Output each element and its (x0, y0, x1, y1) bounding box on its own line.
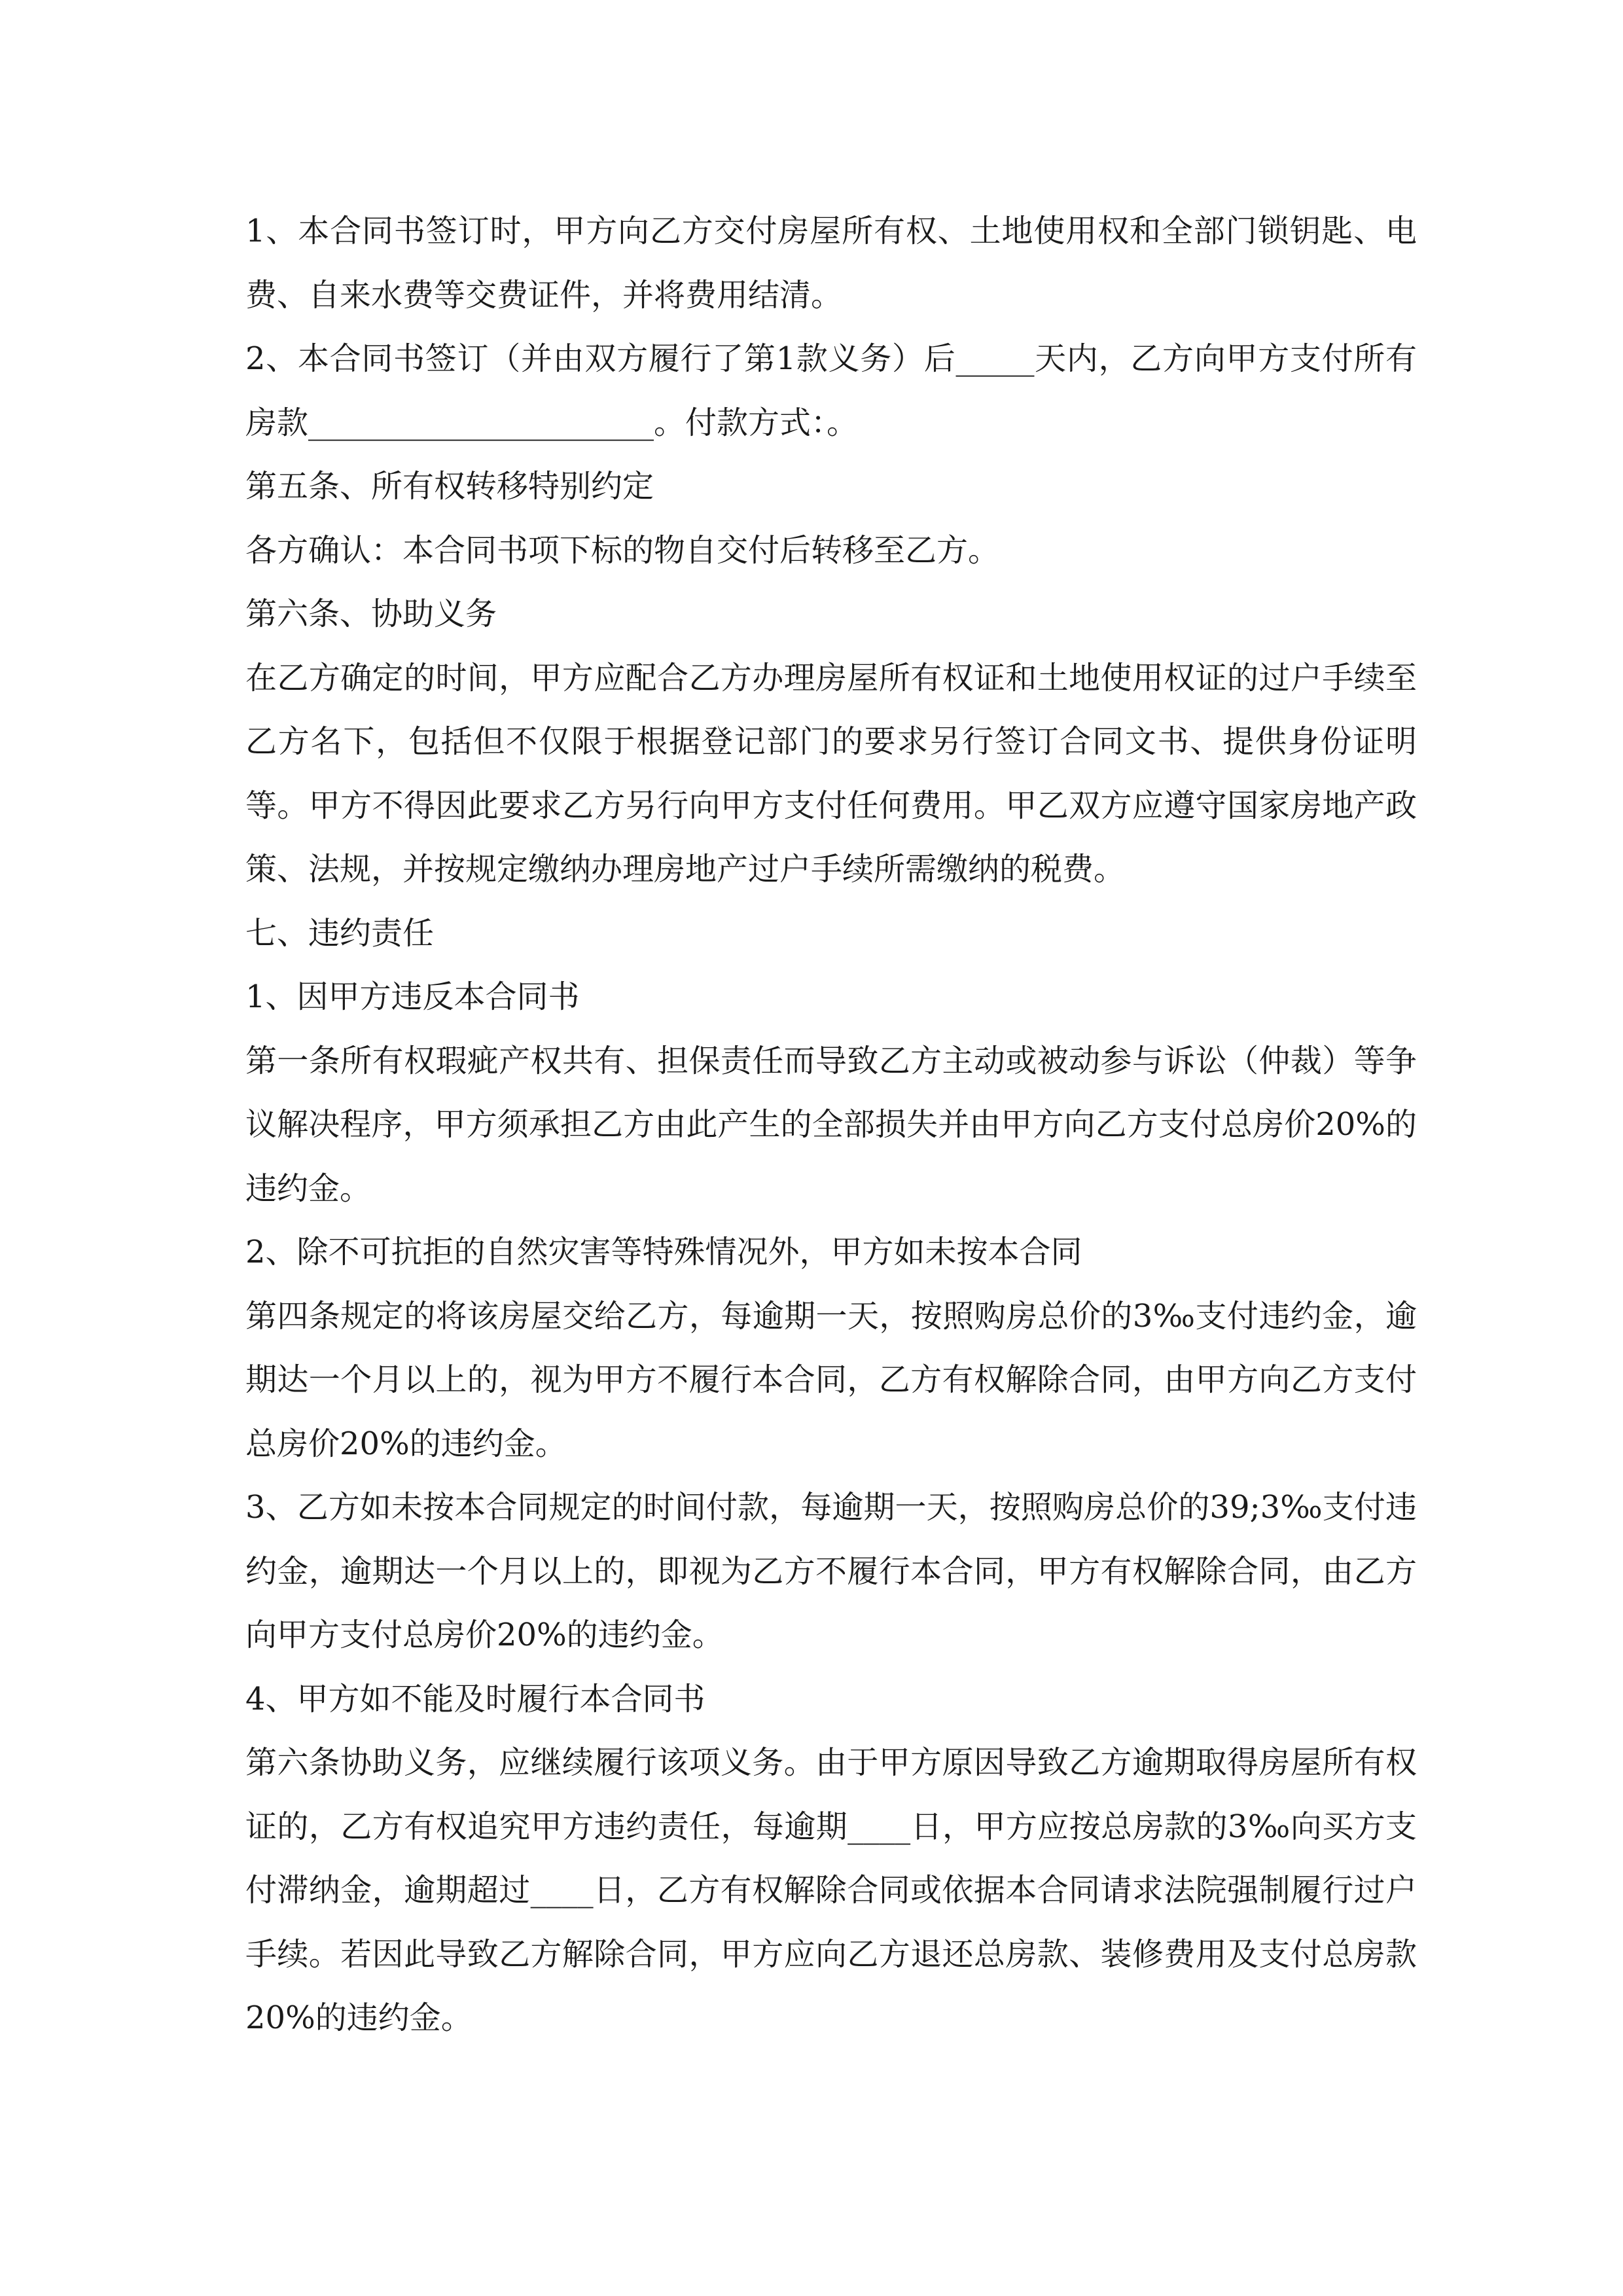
paragraph-article-6-body: 在乙方确定的时间，甲方应配合乙方办理房屋所有权证和土地使用权证的过户手续至乙方名下，包括但不仅限于根据登记部门的要求另行签订合同文书、提供身份证明等。甲方不得因此要求乙方另行向甲方支付任何费用。甲乙双方应遵守国家房地产政策、法规，并按规定缴纳办理房地产过户手续所需缴纳的税费。 (245, 659, 1417, 888)
paragraph-breach-2-heading: 2、除不可抗拒的自然灾害等特殊情况外，甲方如未按本合同 (245, 1234, 1082, 1270)
paragraph-breach-1-heading: 1、因甲方违反本合同书 (245, 978, 580, 1015)
heading-section-7: 七、违约责任 (245, 914, 435, 952)
paragraph-article-5-body: 各方确认：本合同书项下标的物自交付后转移至乙方。 (245, 531, 1000, 569)
paragraph-clause-1: 1、本合同书签订时，甲方向乙方交付房屋所有权、土地使用权和全部门锁钥匙、电费、自来水费等交费证件，并将费用结清。 (245, 213, 1417, 314)
paragraph-breach-2-body: 第四条规定的将该房屋交给乙方，每逾期一天，按照购房总价的3‰支付违约金，逾期达一个月以上的，视为甲方不履行本合同，乙方有权解除合同，由甲方向乙方支付总房价20%的违约金。 (245, 1297, 1417, 1462)
heading-article-5: 第五条、所有权转移特别约定 (245, 468, 654, 505)
paragraph-breach-4-body: 第六条协助义务，应继续履行该项义务。由于甲方原因导致乙方逾期取得房屋所有权证的，乙方有权追究甲方违约责任，每逾期____日，甲方应按总房款的3‰向买方支付滞纳金，逾期超过____日，乙方有权解除合同或依据本合同请求法院强制履行过户手续。若因此导致乙方解除合同，甲方应向乙方退还总房款、装修费用及支付总房款20%的违约金。 (245, 1744, 1417, 2036)
paragraph-breach-1-body: 第一条所有权瑕疵产权共有、担保责任而导致乙方主动或被动参与诉讼（仲裁）等争议解决程序，甲方须承担乙方由此产生的全部损失并由甲方向乙方支付总房价20%的违约金。 (245, 1042, 1417, 1207)
paragraph-clause-2: 2、本合同书签订（并由双方履行了第1款义务）后_____天内，乙方向甲方支付所有房款______________________。付款方式：。 (245, 340, 1417, 441)
heading-article-6: 第六条、协助义务 (245, 596, 497, 632)
paragraph-breach-4-heading: 4、甲方如不能及时履行本合同书 (245, 1680, 705, 1717)
document-body (245, 200, 1417, 2051)
paragraph-breach-3: 3、乙方如未按本合同规定的时间付款，每逾期一天，按照购房总价的39;3‰支付违约金，逾期达一个月以上的，即视为乙方不履行本合同，甲方有权解除合同，由乙方向甲方支付总房价20%的违约金。 (245, 1489, 1417, 1653)
